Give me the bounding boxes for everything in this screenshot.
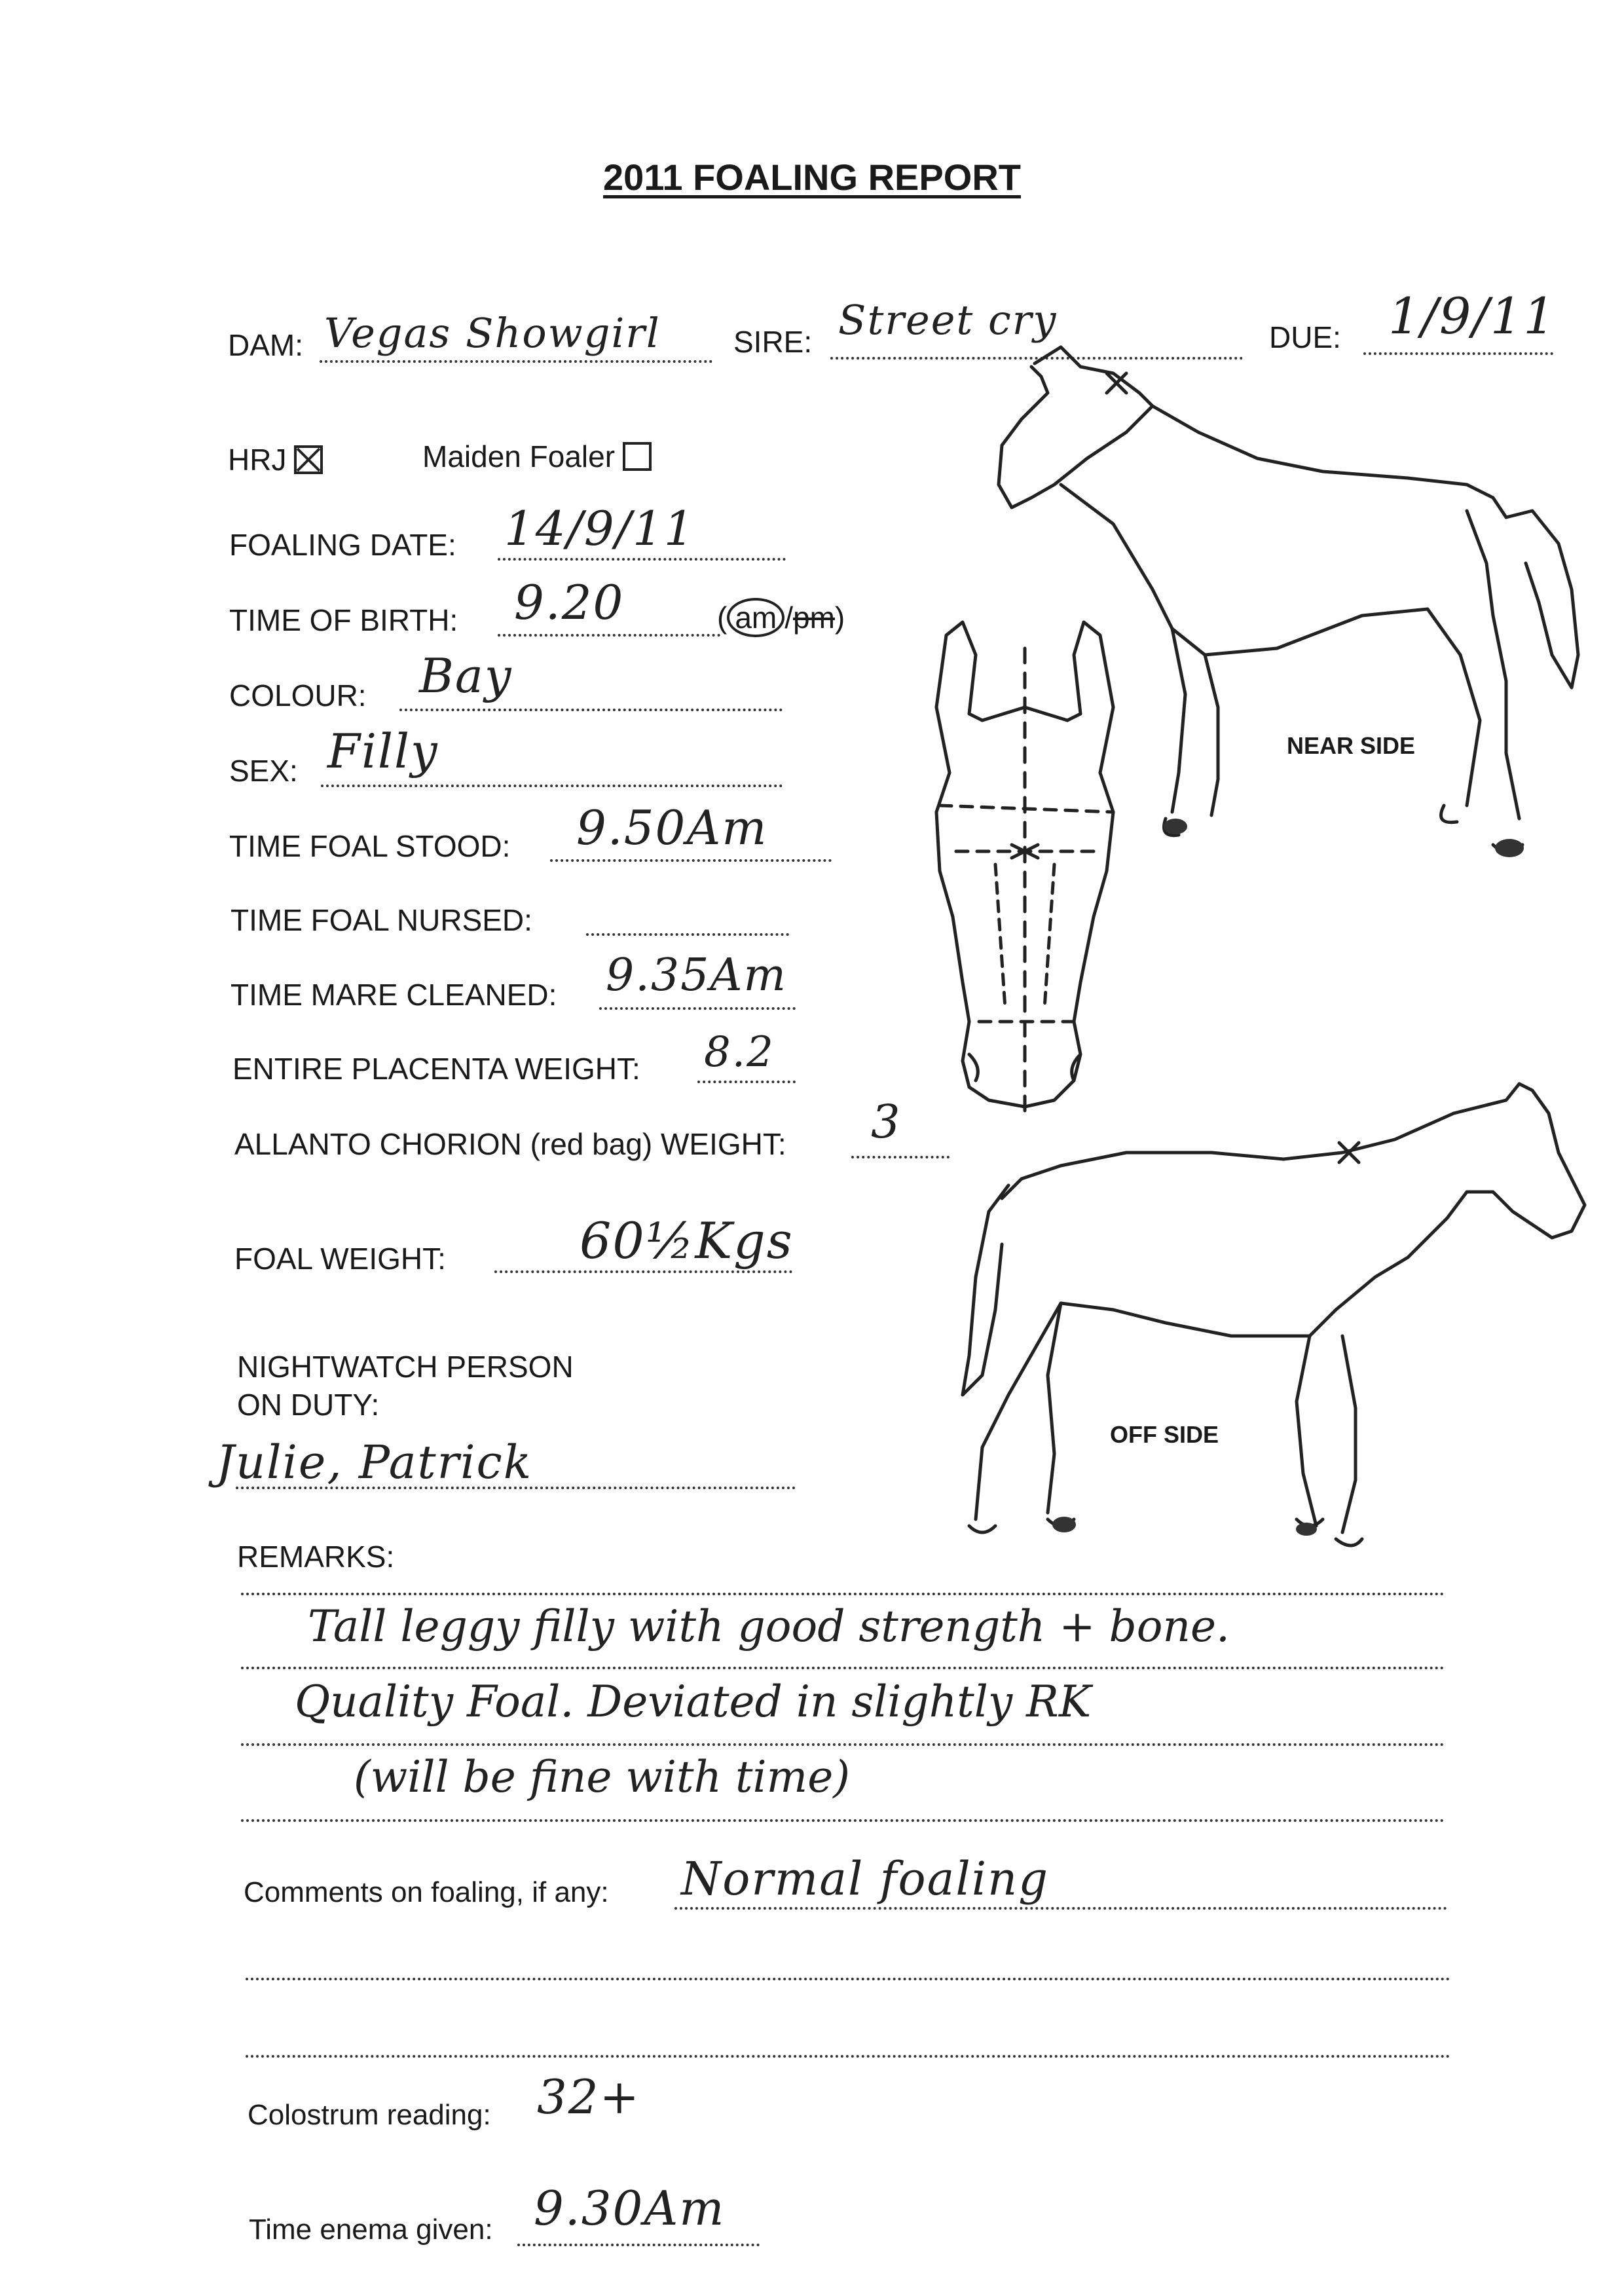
time-foal-stood-value[interactable]: 9.50Am: [576, 800, 768, 855]
foal-weight-value[interactable]: 60½Kgs: [580, 1212, 794, 1270]
remarks-line-1[interactable]: Tall leggy filly with good strength + bone.: [308, 1601, 1230, 1652]
foaling-date-value[interactable]: 14/9/11: [504, 501, 695, 556]
time-of-birth-label: TIME OF BIRTH:: [229, 603, 458, 637]
head-front-view-drawing: [936, 622, 1113, 1113]
colour-label: COLOUR:: [229, 678, 367, 713]
hrj-label: HRJ: [228, 443, 287, 477]
allanto-chorion-value[interactable]: 3: [871, 1095, 902, 1149]
nightwatch-label-line1: NIGHTWATCH PERSON: [237, 1350, 574, 1384]
colostrum-value[interactable]: 32+: [537, 2069, 640, 2124]
allanto-chorion-label: ALLANTO CHORION (red bag) WEIGHT:: [234, 1127, 786, 1161]
ampm-slash: /: [784, 601, 794, 635]
enema-label: Time enema given:: [249, 2213, 493, 2246]
colostrum-label: Colostrum reading:: [248, 2099, 491, 2131]
remarks-label: REMARKS:: [237, 1540, 395, 1574]
time-foal-stood-label: TIME FOAL STOOD:: [229, 829, 511, 863]
dam-value[interactable]: Vegas Showgirl: [324, 309, 661, 357]
comments-value[interactable]: Normal foaling: [681, 1852, 1050, 1906]
sex-label: SEX:: [229, 754, 298, 788]
time-mare-cleaned-value[interactable]: 9.35Am: [606, 950, 787, 1001]
maiden-foaler-label: Maiden Foaler: [422, 439, 616, 473]
due-value[interactable]: 1/9/11: [1388, 287, 1557, 345]
placenta-weight-label: ENTIRE PLACENTA WEIGHT:: [232, 1052, 640, 1086]
nightwatch-value[interactable]: Julie, Patrick: [216, 1435, 533, 1489]
colour-value[interactable]: Bay: [419, 648, 513, 703]
time-mare-cleaned-label: TIME MARE CLEANED:: [231, 978, 557, 1012]
comments-label: Comments on foaling, if any:: [244, 1876, 609, 1908]
nightwatch-label-line2: ON DUTY:: [237, 1388, 380, 1422]
remarks-line-2[interactable]: Quality Foal. Deviated in slightly RK: [295, 1676, 1092, 1727]
am-option[interactable]: am: [727, 598, 784, 637]
enema-value[interactable]: 9.30Am: [534, 2181, 726, 2236]
foal-weight-label: FOAL WEIGHT:: [234, 1242, 446, 1276]
sire-label: SIRE:: [733, 325, 813, 359]
remarks-line-3[interactable]: (will be fine with time): [354, 1752, 851, 1802]
time-foal-nursed-label: TIME FOAL NURSED:: [231, 903, 532, 937]
pm-option[interactable]: pm: [793, 601, 835, 635]
off-side-label: OFF SIDE: [1110, 1421, 1219, 1448]
due-label: DUE:: [1269, 320, 1341, 354]
off-side-horse-drawing: [963, 1084, 1585, 1546]
report-title: 2011 FOALING REPORT: [603, 157, 1021, 198]
sex-value[interactable]: Filly: [327, 724, 439, 779]
time-of-birth-value[interactable]: 9.20: [514, 575, 625, 630]
foaling-date-label: FOALING DATE:: [229, 528, 456, 562]
placenta-weight-value[interactable]: 8.2: [704, 1028, 775, 1077]
ampm-open: (: [717, 601, 728, 635]
near-side-label: NEAR SIDE: [1287, 732, 1416, 759]
ampm-close: ): [834, 601, 845, 635]
sire-value[interactable]: Street cry: [838, 296, 1058, 344]
dam-label: DAM:: [228, 328, 303, 362]
near-side-horse-drawing: [999, 347, 1578, 851]
